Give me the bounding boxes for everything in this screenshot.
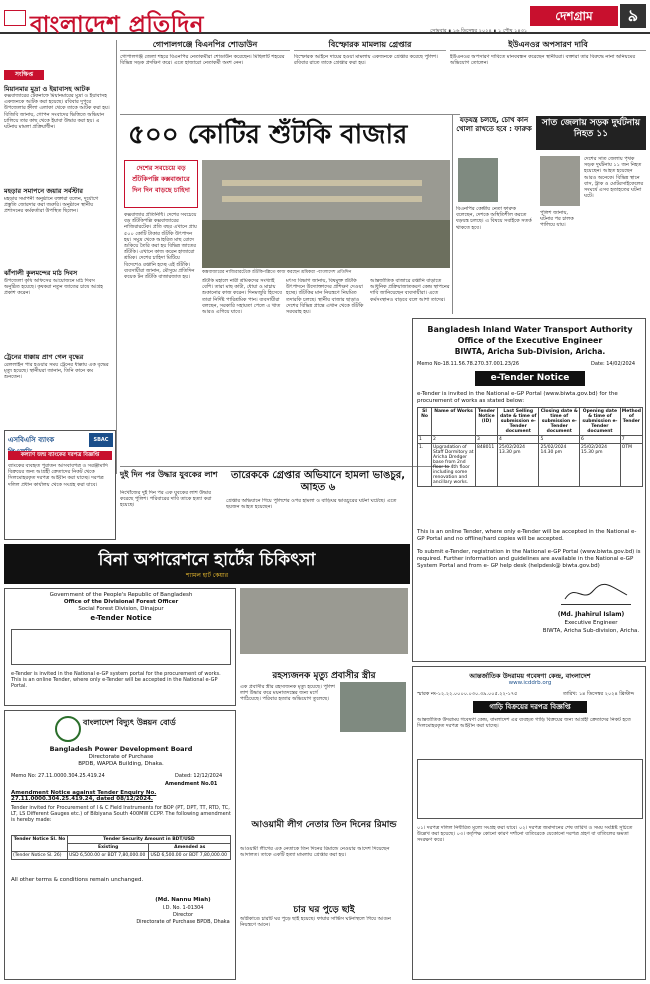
hospital-ad-title: বিনা অপারেশনে হার্টের চিকিৎসা bbox=[98, 550, 316, 570]
bpdb-directorate: Directorate of Purchase bbox=[88, 754, 154, 760]
bpdb-signer-title: Director bbox=[172, 912, 194, 918]
biwta-col-header: Last Selling date & time of submission e-Tender document bbox=[498, 408, 539, 436]
biwta-col-header: Name of Works bbox=[432, 408, 476, 436]
forest-notice-body: e-Tender is invited in the National e-GP system portal for the procurement of works. This is an online Tender, where only e-Tender will be accepted in the National e-GP Portal. bbox=[11, 671, 221, 690]
main-story-col3: মৎস্য বিভাগ জানায়, বিষমুক্ত শুঁটকি উৎপাদনে উদ্যোক্তাদের প্রশিক্ষণ দেওয়া হচ্ছে। শুঁটকির মান নিয়ন্ত্রণে নিয়মিত তদারকি চলছে। স্থানীয় বাজার ছাড়াও দেশের বিভিন্ন প্রান্তে এখান থেকে শুঁটকি সরবরাহ হয়। bbox=[286, 278, 364, 316]
bpdb-body: Tender invited for Procurement of I & C Field Instruments for BOP (PT, DPT, TT, RTD, TC, LT, LS Different Gauges etc.) of Bibiyana South 400MW CCPP. The following amendment is hereby made: bbox=[11, 805, 231, 824]
icddrb-intro: আন্তর্জাতিক উদরাময় গবেষণা কেন্দ্র, বাংলাদেশ এর ব্যবহৃত গাড়ি বিক্রয়ের জন্য আগ্রহী ক্রেতাদের নিকট হতে সিলমোহরকৃত দরপত্র আহ্বান করা যাচ্ছে। bbox=[417, 717, 631, 730]
newspaper-logo: বাংলাদেশ প্রতিদিন bbox=[30, 11, 205, 38]
bpdb-cell: (Tender Notice Sl. 26) bbox=[12, 852, 68, 860]
biwta-memo: Memo No-18.11.56.78.270.37.001.23/26 bbox=[417, 361, 520, 367]
biwta-col-header: Method of Tender bbox=[620, 408, 642, 436]
biwta-col-number: 2 bbox=[432, 436, 476, 444]
biwta-cell: 25/02/2024 14.30 pm bbox=[539, 444, 580, 487]
biwta-col-number: 1 bbox=[418, 436, 432, 444]
brief-body: উপজেলা কৃষি অফিসের আয়োজনে মাঠ দিবস অনুষ্ঠিত হয়েছে। কৃষকরা নতুন জাতের চাষে আগ্রহ প্রকাশ করেন। bbox=[4, 278, 103, 297]
biwta-col-number: 3 bbox=[476, 436, 498, 444]
bpdb-footnote: All other terms & conditions remain unchanged. bbox=[11, 877, 144, 883]
brief-headline: মিয়ানমার মুদ্রা ও ইয়াবাসহ আটক bbox=[4, 85, 90, 93]
signature-icon bbox=[561, 581, 631, 605]
biwta-col-number: 5 bbox=[539, 436, 580, 444]
bpdb-col-header: Amended as bbox=[149, 844, 231, 852]
story-headline: সাত জেলায় সড়ক দুর্ঘটনায় নিহত ১১ bbox=[536, 116, 646, 150]
story-body: অগ্নিকাণ্ডে চারটি ঘর পুড়ে ছাই হয়েছে। ফায়ার সার্ভিস ঘটনাস্থলে গিয়ে আগুন নিয়ন্ত্রণে আনে। bbox=[240, 916, 391, 929]
story-headline: দুই দিন পর উদ্ধার যুবকের লাশ bbox=[120, 470, 218, 479]
biwta-col-number: 4 bbox=[498, 436, 539, 444]
emblem-icon bbox=[4, 10, 26, 26]
biwta-notice-title: e-Tender Notice bbox=[475, 371, 585, 386]
biwta-col-number: 7 bbox=[620, 436, 642, 444]
section-label: দেশগ্রাম bbox=[530, 6, 618, 26]
story-headline: যড়যন্ত্র চলছে, চোখ কান খোলা রাখতে হবে : ফারুক bbox=[456, 116, 532, 133]
biwta-cell: 25/02/2024 13.30 pm bbox=[498, 444, 539, 487]
story-headline: আওয়ামী লীগ নেতার তিন দিনের রিমান্ড bbox=[251, 820, 397, 830]
gov-name: Government of the People's Republic of Bangladesh bbox=[49, 592, 193, 598]
crowd-photo bbox=[240, 588, 408, 654]
bank-name: এসবিএসি ব্যাংক bbox=[8, 436, 55, 444]
brief-headline: ঝাঁপালী কুলমন্দের মাঠ দিবস bbox=[4, 269, 78, 277]
bpdb-col-header: Tender Security Amount in BDT/USD bbox=[67, 836, 230, 844]
story-body: গ্রেপ্তার অভিযানে গিয়ে পুলিশের ওপর হামলা ও বাড়িঘর ভাঙচুরের ঘটনা ঘটেছে। এতে ছয়জন আহত হয়েছেন। bbox=[226, 498, 397, 511]
story-body: আওয়ামী লীগের এক নেতাকে তিন দিনের রিমান্ডে নেওয়ার আদেশ দিয়েছেন আদালত। তাকে একটি হত্যা মামলায় গ্রেপ্তার করা হয়। bbox=[240, 846, 390, 859]
main-headline: ৫০০ কোটির শুঁটকি বাজার bbox=[128, 120, 408, 150]
person-photo bbox=[458, 158, 498, 202]
main-subheadline: দেশের সবচেয়ে বড় শুঁটকিপল্লি কক্সবাজারে দিন দিন বাড়ছে চাহিদা bbox=[124, 160, 198, 208]
story-body: বিএনপির কেন্দ্রীয় নেতা ফারুক বলেছেন, দেশকে অস্থিতিশীল করতে ষড়যন্ত্র চলছে। এ বিষয়ে সবাইকে সতর্ক থাকতে হবে। bbox=[456, 206, 532, 231]
main-story-col1: কক্সবাজার প্রতিনিধি। দেশের সবচেয়ে বড় শুঁটকিপল্লি কক্সবাজারের নাজিরারটেক। প্রতি বছর এখানে প্রায় ৫০০ কোটি টাকার শুঁটকি উৎপাদন হয়। সমুদ্র থেকে আহরিত মাছ রোদে শুকিয়ে তৈরি করা হয় বিভিন্ন জাতের শুঁটকি। এখানে কাজ করেন হাজারো শ্রমিক। দেশের চাহিদা মিটিয়ে বিদেশেও রপ্তানি হচ্ছে এই শুঁটকি। ব্যবসায়ীরা জানান, মৌসুমে প্রতিদিন কয়েক টন শুঁটকি বাজারজাত হয়। bbox=[124, 212, 197, 281]
summary-label: সংক্ষিপ্ত bbox=[4, 70, 44, 80]
hospital-ad-subtitle: শ্যামল হার্ট কেয়ার bbox=[185, 572, 228, 579]
biwta-col-header: Tender Notice (ID) bbox=[476, 408, 498, 436]
bpdb-cell: USD 6,500.00 or BDT 7,80,000.00 bbox=[149, 852, 231, 860]
brief-headline: ট্রেনের ধাক্কায় প্রাণ গেল বৃদ্ধের bbox=[4, 353, 84, 361]
biwta-etender-notice bbox=[412, 318, 646, 662]
story-body: দেশের সাত জেলায় পৃথক সড়ক দুর্ঘটনায় ১১ জন নিহত হয়েছেন। আহত হয়েছেন আরও অনেকে। বিভিন্ন স্থানে বাস, ট্রাক ও মোটরসাইকেলের সংঘর্ষে এসব হতাহতের ঘটনা ঘটে। bbox=[584, 156, 644, 200]
biwta-cell: 848011 bbox=[476, 444, 498, 487]
biwta-signer-title: Executive Engineer bbox=[564, 620, 618, 626]
icddrb-tender-notice bbox=[412, 666, 646, 980]
story-headline: ইউএনওর অপসারণ দাবি bbox=[450, 40, 646, 51]
bank-tender-ad bbox=[4, 430, 116, 540]
biwta-cell: 25/02/2024 15.30 pm bbox=[580, 444, 621, 487]
story-headline: বিস্ফোরক মামলায় গ্রেপ্তার bbox=[294, 40, 446, 51]
bpdb-name-en: Bangladesh Power Development Board bbox=[49, 745, 193, 753]
biwta-para-registration: To submit e-Tender, registration in the National e-GP Portal (www.biwta.gov.bd) is required. Further information and guidelines are available in the National e-GP System Portal and from e- GP help desk (helpdesk@ biwta.gov.bd) bbox=[417, 549, 641, 569]
bpdb-amendment-no: Amendment No.01 bbox=[165, 781, 218, 787]
icddrb-date: তারিখ: ১৪ ডিসেম্বর ২০২৪ খ্রিস্টাব্দ bbox=[563, 691, 634, 697]
story-body: ইউএনওর অপসারণ দাবিতে মানববন্ধন করেছেন স্থানীয়রা। বক্তারা তার বিরুদ্ধে নানা অনিয়মের অভিযোগ তোলেন। bbox=[450, 54, 636, 67]
biwta-col-header: Closing date & time of submission e-Tender document bbox=[540, 409, 578, 434]
main-story-col4: আন্তর্জাতিক বাজারে রপ্তানি বাড়াতে আধুনিক প্রক্রিয়াজাতকরণ কেন্দ্র স্থাপনের দাবি জানিয়েছেন ব্যবসায়ীরা। এতে কর্মসংস্থানও বাড়বে বলে আশা তাদের। bbox=[370, 278, 450, 303]
biwta-org: Bangladesh Inland Water Transport Authority bbox=[427, 325, 633, 334]
bpdb-cell: USD 6,500.00 or BDT 7,80,000.00 bbox=[67, 852, 149, 860]
biwta-intro: e-Tender is invited in the National e-GP Portal (www.biwta.gov.bd) for the procurement of works as stated below: bbox=[417, 391, 618, 404]
story-headline: তারেককে গ্রেপ্তার অভিযানে হামলা ভাঙচুর, আহত ৬ bbox=[230, 470, 406, 493]
notice-title: e-Tender Notice bbox=[90, 614, 152, 622]
story-body: এক প্রবাসীর স্ত্রীর রহস্যজনক মৃত্যু হয়েছে। পুলিশ লাশ উদ্ধার করে ময়নাতদন্তের জন্য মর্গে পাঠিয়েছে। পরিবার হত্যার অভিযোগ তুলেছে। bbox=[240, 684, 335, 703]
bpdb-signer: (Md. Nannu Miah) bbox=[155, 897, 211, 903]
bpdb-date: Dated: 12/12/2024 bbox=[175, 773, 223, 779]
office-name: Office of the Divisional Forest Officer bbox=[63, 599, 179, 605]
bpdb-name-bn: বাংলাদেশ বিদ্যুৎ উন্নয়ন বোর্ড bbox=[83, 718, 176, 727]
icddrb-table bbox=[417, 759, 643, 819]
photo-caption: কক্সবাজারের নাজিরারটেকে শুঁটকিপল্লিতে কাজ করছেন শ্রমিকরা -বাংলাদেশ প্রতিদিন bbox=[202, 270, 352, 275]
issue-date: সোমবার ∎ ১৬ ডিসেম্বর ২০২৪ ∎ ১ পৌষ ১৪৩১ bbox=[430, 28, 528, 34]
bpdb-memo: Memo No: 27.11.0000.304.25.419.24 bbox=[11, 773, 105, 779]
icddrb-url: www.icddrb.org bbox=[508, 680, 552, 686]
bpdb-notice bbox=[4, 710, 236, 980]
icddrb-org: আন্তর্জাতিক উদরাময় গবেষণা কেন্দ্র, বাংলাদেশ bbox=[469, 672, 591, 680]
story-headline: চার ঘর পুড়ে ছাই bbox=[293, 905, 355, 915]
division-name: Social Forest Division, Dinajpur bbox=[78, 606, 164, 612]
bpdb-col-header: Tender Notice Sl. No bbox=[12, 836, 68, 852]
biwta-cell: Upgradation of Staff Dormitory at Aricha Dredger base from 2nd floor to 4th floor including some renovation and ancillary works. bbox=[433, 445, 474, 485]
biwta-signer: (Md. Jhahirul Islam) bbox=[557, 611, 625, 618]
bpdb-address: BPDB, WAPDA Building, Dhaka. bbox=[78, 761, 164, 767]
biwta-signer-unit: BIWTA, Aricha Sub-division, Aricha. bbox=[542, 628, 640, 634]
bank-logo: SBAC bbox=[89, 433, 113, 447]
story-headline: রহস্যজনক মৃত্যু প্রবাসীর স্ত্রীর bbox=[272, 671, 376, 681]
dried-fish-photo bbox=[202, 160, 450, 268]
hospital-ad bbox=[4, 544, 410, 584]
biwta-unit: BIWTA, Aricha Sub-Division, Aricha. bbox=[454, 347, 606, 356]
biwta-col-number: 6 bbox=[580, 436, 621, 444]
story-body: গোপালগঞ্জ জেলা শহরে বিএনপির নেতাকর্মীরা শোডাউন করেছেন। মিছিলটি শহরের বিভিন্ন সড়ক প্রদক্ষিণ করে। এতে হাজারো নেতাকর্মী অংশ নেন। bbox=[120, 54, 285, 67]
bpdb-amend-table bbox=[11, 835, 231, 860]
accident-photo bbox=[540, 156, 580, 206]
biwta-col-header: Sl No bbox=[418, 408, 432, 436]
icddrb-terms: ০১। দরপত্র দলিল নির্ধারিত মূল্যে সংগ্রহ করা যাবে। ০২। দরপত্র জমাদানের শেষ তারিখ ও সময় সংশ্লিষ্ট সূচিতে উল্লেখ করা হয়েছে। ০৩। কর্তৃপক্ষ কোনো কারণ দর্শানো ব্যতিরেকে যেকোনো দরপত্র গ্রহণ বা বাতিলের ক্ষমতা সংরক্ষণ করে। bbox=[417, 825, 633, 844]
story-headline: গোপালগঞ্জে বিএনপির শোডাউন bbox=[120, 40, 290, 51]
woman-photo bbox=[340, 682, 406, 732]
biwta-col-header: Opening date & time of submission e-Tender document bbox=[580, 408, 621, 436]
bpdb-logo-icon bbox=[55, 716, 81, 742]
brief-headline: মহড়ার সমাপনে জয়ার সর্বস্টার bbox=[4, 187, 83, 195]
brief-body: রেললাইন পার হওয়ার সময় ট্রেনের ধাক্কায় এক বৃদ্ধের মৃত্যু হয়েছে। স্থানীয়রা জানান, তিনি কানে কম শুনতেন। bbox=[4, 362, 109, 381]
brief-body: মহড়ার সমাপনী অনুষ্ঠানে বক্তারা বলেন, দুর্যোগে প্রস্তুতি জোরদার করা জরুরি। অনুষ্ঠানে স্থানীয় প্রশাসনের কর্মকর্তারা উপস্থিত ছিলেন। bbox=[4, 196, 99, 215]
icddrb-title: গাড়ি বিক্রয়ের দরপত্র বিজ্ঞপ্তি bbox=[473, 701, 587, 713]
bpdb-amend-title: Amendment Notice against Tender Enquiry No. 27.11.0000.304.25.419.24, dated 08/12/2024. bbox=[11, 790, 157, 802]
bpdb-signer-office: Directorate of Purchase BPDB, Dhaka bbox=[136, 919, 230, 925]
forest-tender-table bbox=[11, 629, 231, 665]
bpdb-col-header: Existing bbox=[67, 844, 149, 852]
story-body: নিখোঁজের দুই দিন পর এক যুবকের লাশ উদ্ধার করেছে পুলিশ। পরিবারের দাবি তাকে হত্যা করা হয়েছে। bbox=[120, 490, 212, 509]
brief-body: কক্সবাজারের টেকনাফে মিয়ানমারের মুদ্রা ও ইয়াবাসহ একজনকে আটক করা হয়েছে। রবিবার দুপুরে উপজেলার হ্নীলা এলাকা থেকে তাকে আটক করা হয়। বিজিবি জানায়, গোপন সংবাদের ভিত্তিতে অভিযান চালিয়ে তার কাছ থেকে ইয়াবা উদ্ধার করা হয়। এ ঘটনায় মামলা প্রক্রিয়াধীন। bbox=[4, 93, 110, 131]
biwta-date: Date: 14/02/2024 bbox=[591, 361, 636, 367]
ad-body: ব্যাংকের ব্যবহৃত পুরাতন আসবাবপত্র ও সরঞ্জামাদি বিক্রয়ের জন্য আগ্রহী ক্রেতাদের নিকট থেকে সিলমোহরকৃত দরপত্র আহ্বান করা যাচ্ছে। দরপত্র দলিল প্রধান কার্যালয় থেকে সংগ্রহ করা যাবে। bbox=[8, 463, 108, 488]
biwta-tender-table bbox=[417, 407, 643, 487]
biwta-cell: 1. bbox=[418, 444, 432, 487]
forest-etender bbox=[4, 588, 236, 706]
ad-subtitle: কল্যাণ জন্ম ব্যাংকের দরপত্র বিজ্ঞপ্তি bbox=[8, 451, 112, 460]
bpdb-signer-id: I.D. No. 1-01304 bbox=[162, 905, 204, 911]
biwta-para-online: This is an online Tender, where only e-Tender will be accepted in the National e-GP Portal and no offline/hard copies will be accepted. bbox=[417, 529, 637, 542]
masthead bbox=[0, 0, 650, 38]
biwta-cell: OTM bbox=[620, 444, 642, 487]
icddrb-memo: স্মারক নং-১২.২২.০০০০.০৩০.৩৯.০০৫.২২-১৭৫ bbox=[417, 691, 518, 697]
main-story-col2: শুঁটকি মহালে নারী শ্রমিকদের সংখ্যাই বেশি। তারা মাছ কাটা, ধোয়া ও মাচায় শুকানোর কাজ করেন। দিনমজুরি হিসেবে তারা নির্দিষ্ট পারিশ্রমিক পান। ব্যবসায়ীরা বলছেন, সরকারি সহায়তা পেলে এ খাত আরও এগিয়ে যাবে। bbox=[202, 278, 282, 316]
biwta-office: Office of the Executive Engineer bbox=[457, 336, 603, 345]
story-body: পুলিশ জানায়, ঘটনার পর চালক পালিয়ে যায়। bbox=[540, 210, 574, 229]
story-body: বিস্ফোরক আইনে দায়ের হওয়া মামলায় একজনকে গ্রেপ্তার করেছে পুলিশ। রবিবার রাতে তাকে গ্রেপ্তার করা হয়। bbox=[294, 54, 438, 67]
page-number: ৯ bbox=[620, 4, 646, 28]
